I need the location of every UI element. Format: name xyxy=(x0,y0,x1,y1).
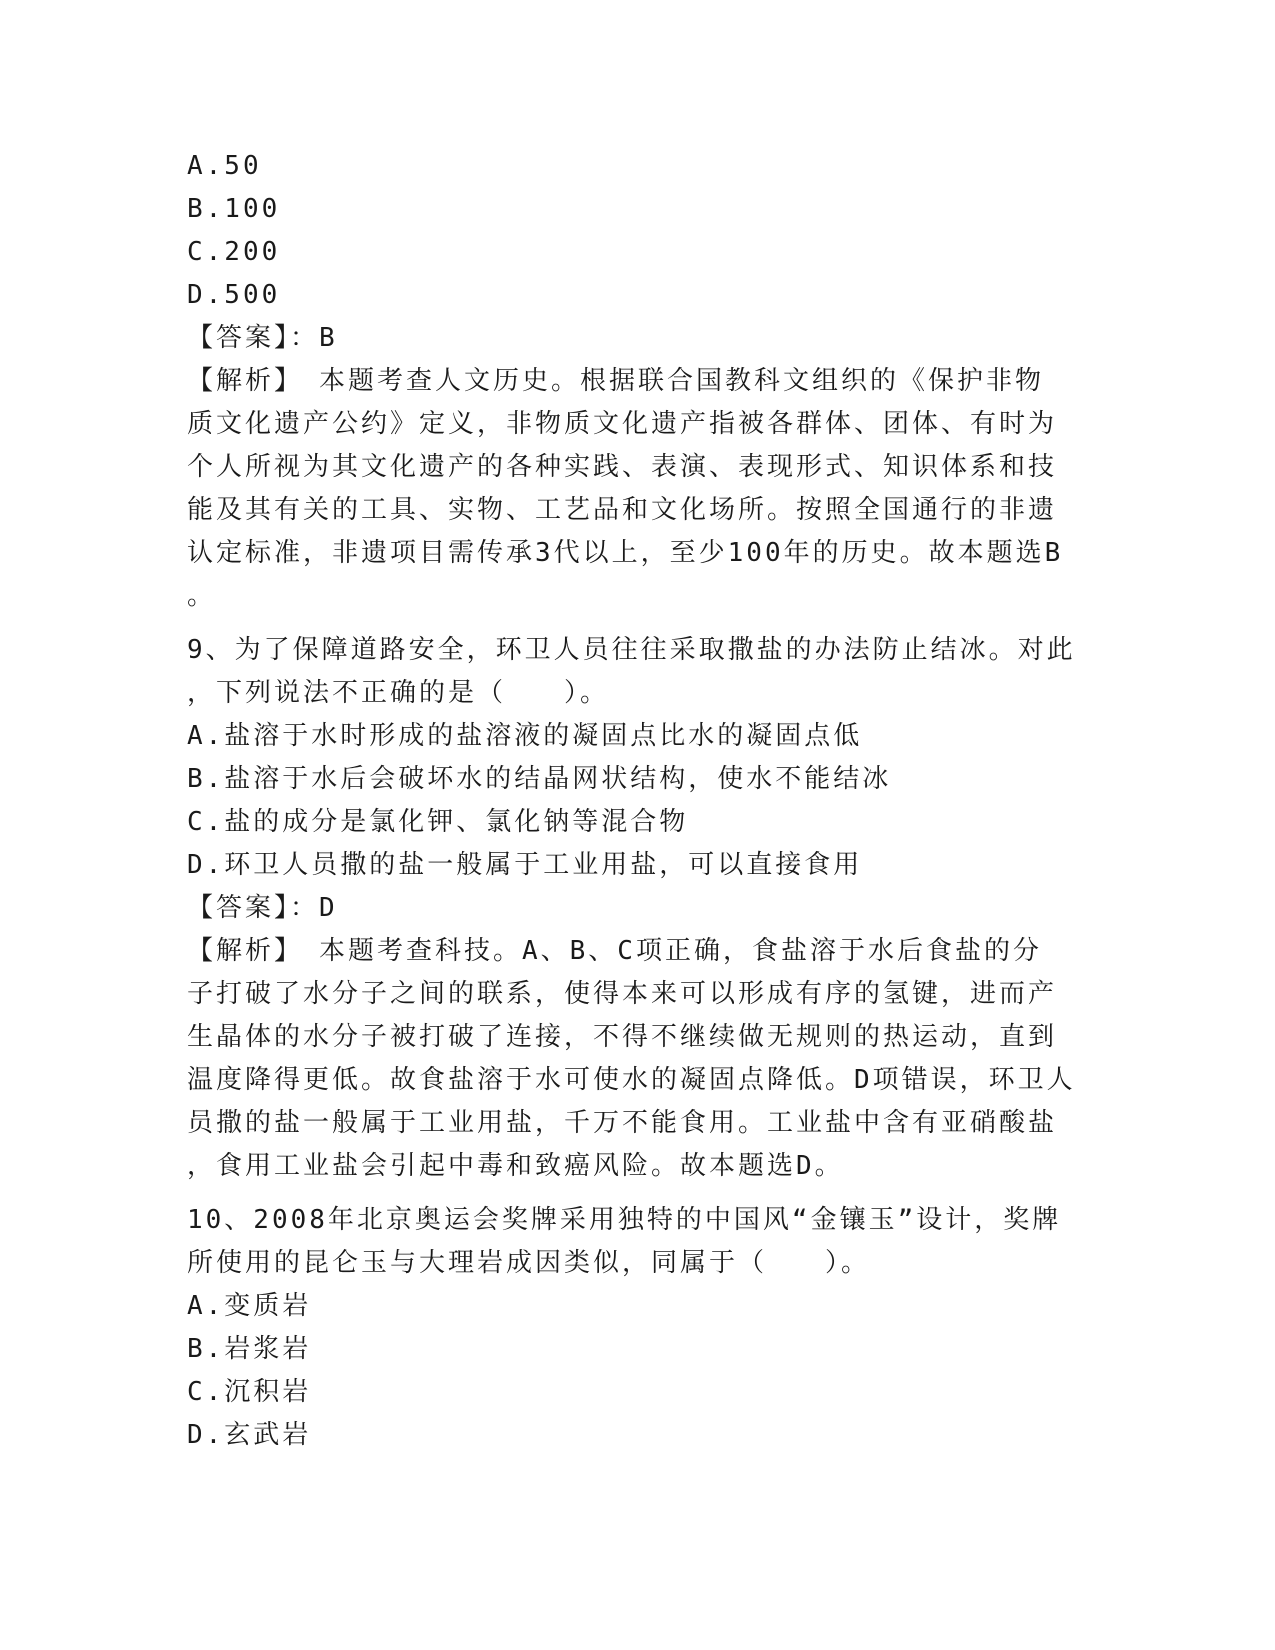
question-stem-line: ，下列说法不正确的是（ ）。 xyxy=(187,678,610,708)
analysis-line: 【解析】 本题考查人文历史。根据联合国教科文组织的《保护非物 xyxy=(187,366,1045,396)
option-b: B.100 xyxy=(187,194,281,224)
analysis-line: 温度降得更低。故食盐溶于水可使水的凝固点降低。D项错误，环卫人 xyxy=(187,1065,1076,1095)
question-10 xyxy=(187,1199,1087,1457)
option-a: A.变质岩 xyxy=(187,1291,312,1321)
analysis-line: ，食用工业盐会引起中毒和致癌风险。故本题选D。 xyxy=(187,1151,844,1181)
analysis-line: 生晶体的水分子被打破了连接，不得不继续做无规则的热运动，直到 xyxy=(187,1022,1058,1052)
question-9-answer: 【答案】：D xyxy=(187,893,338,923)
question-stem-line: 所使用的昆仑玉与大理岩成因类似，同属于（ ）。 xyxy=(187,1248,871,1278)
document-page xyxy=(187,145,1087,1457)
question-8-answer: 【答案】：B xyxy=(187,323,338,353)
option-a: A.盐溶于水时形成的盐溶液的凝固点比水的凝固点低 xyxy=(187,721,863,751)
analysis-line: 个人所视为其文化遗产的各种实践、表演、表现形式、知识体系和技 xyxy=(187,452,1058,482)
option-b: B.盐溶于水后会破坏水的结晶网状结构，使水不能结冰 xyxy=(187,764,892,794)
question-stem-line: 10、2008年北京奥运会奖牌采用独特的中国风“金镶玉”设计，奖牌 xyxy=(187,1205,1062,1235)
question-8-options xyxy=(187,145,1087,317)
option-d: D.500 xyxy=(187,280,281,310)
analysis-line: 能及其有关的工具、实物、工艺品和文化场所。按照全国通行的非遗 xyxy=(187,495,1058,525)
analysis-line: 认定标准，非遗项目需传承3代以上，至少100年的历史。故本题选B xyxy=(187,538,1064,568)
analysis-line: 员撒的盐一般属于工业用盐，千万不能食用。工业盐中含有亚硝酸盐 xyxy=(187,1108,1058,1138)
option-b: B.岩浆岩 xyxy=(187,1334,312,1364)
option-d: D.玄武岩 xyxy=(187,1420,312,1450)
analysis-line: 子打破了水分子之间的联系，使得本来可以形成有序的氢键，进而产 xyxy=(187,979,1058,1009)
question-spacer xyxy=(187,1188,1087,1199)
analysis-line: 。 xyxy=(187,581,217,611)
option-c: C.盐的成分是氯化钾、氯化钠等混合物 xyxy=(187,807,689,837)
option-a: A.50 xyxy=(187,151,262,181)
option-d: D.环卫人员撒的盐一般属于工业用盐，可以直接食用 xyxy=(187,850,863,880)
question-8-analysis xyxy=(187,360,1087,618)
question-stem-line: 9、为了保障道路安全，环卫人员往往采取撒盐的办法防止结冰。对此 xyxy=(187,635,1076,665)
analysis-line: 质文化遗产公约》定义，非物质文化遗产指被各群体、团体、有时为 xyxy=(187,409,1058,439)
question-spacer xyxy=(187,618,1087,629)
question-9 xyxy=(187,629,1087,1188)
analysis-line: 【解析】 本题考查科技。A、B、C项正确，食盐溶于水后食盐的分 xyxy=(187,936,1042,966)
option-c: C.200 xyxy=(187,237,281,267)
option-c: C.沉积岩 xyxy=(187,1377,312,1407)
